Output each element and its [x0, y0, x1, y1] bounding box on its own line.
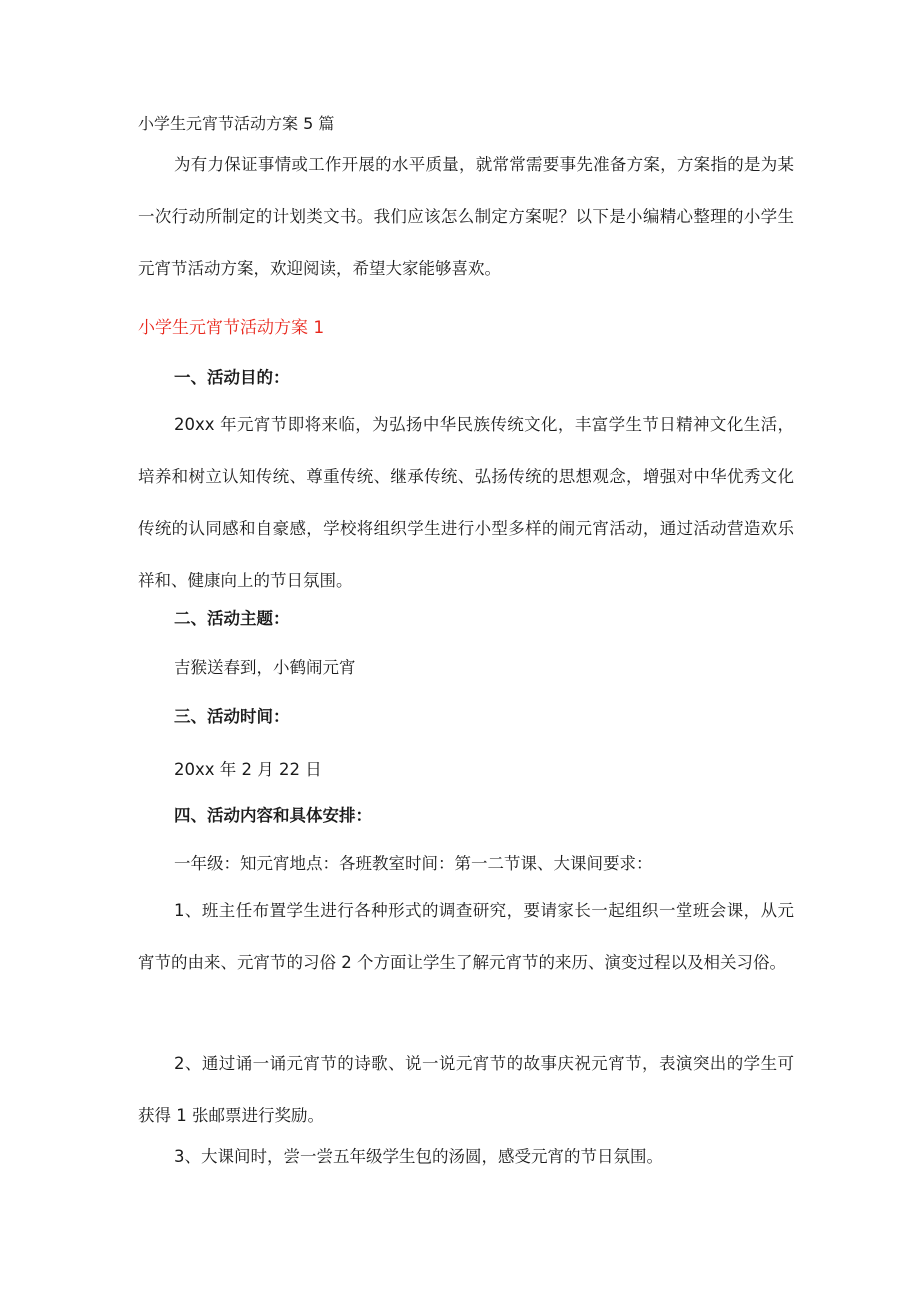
- theme-text: 吉猴送春到，小鹤闹元宵: [174, 658, 356, 677]
- time-text: 20xx 年 2 月 22 日: [174, 760, 322, 779]
- intro-paragraph: 为有力保证事情或工作开展的水平质量，就常常需要事先准备方案，方案指的是为某一次行动所制定的计划类文书。我们应该怎么制定方案呢？以下是小编精心整理的小学生元宵节活动方案，欢迎阅读，希望大家能够喜欢。: [138, 155, 794, 278]
- time-heading: 三、活动时间：: [174, 707, 290, 726]
- item-2-paragraph: 2、通过诵一诵元宵节的诗歌、说一说元宵节的故事庆祝元宵节，表演突出的学生可获得 1 张邮票进行奖励。: [138, 1054, 794, 1125]
- grade-line: 一年级：知元宵地点：各班教室时间：第一二节课、大课间要求：: [174, 854, 653, 873]
- item-3-paragraph: 3、大课间时，尝一尝五年级学生包的汤圆，感受元宵的节日氛围。: [174, 1147, 663, 1166]
- theme-heading: 二、活动主题：: [174, 609, 290, 628]
- section-title: 小学生元宵节活动方案 1: [138, 318, 325, 338]
- content-heading: 四、活动内容和具体安排：: [174, 806, 372, 825]
- document-title: 小学生元宵节活动方案 5 篇: [138, 114, 335, 133]
- item-1-paragraph: 1、班主任布置学生进行各种形式的调查研究，要请家长一起组织一堂班会课，从元宵节的由来、元宵节的习俗 2 个方面让学生了解元宵节的来历、演变过程以及相关习俗。: [138, 901, 794, 972]
- purpose-heading: 一、活动目的：: [174, 368, 290, 387]
- purpose-paragraph: 20xx 年元宵节即将来临，为弘扬中华民族传统文化，丰富学生节日精神文化生活，培养和树立认知传统、尊重传统、继承传统、弘扬传统的思想观念，增强对中华优秀文化传统的认同感和自豪感，学校将组织学生进行小型多样的闹元宵活动，通过活动营造欢乐祥和、健康向上的节日氛围。: [138, 415, 794, 590]
